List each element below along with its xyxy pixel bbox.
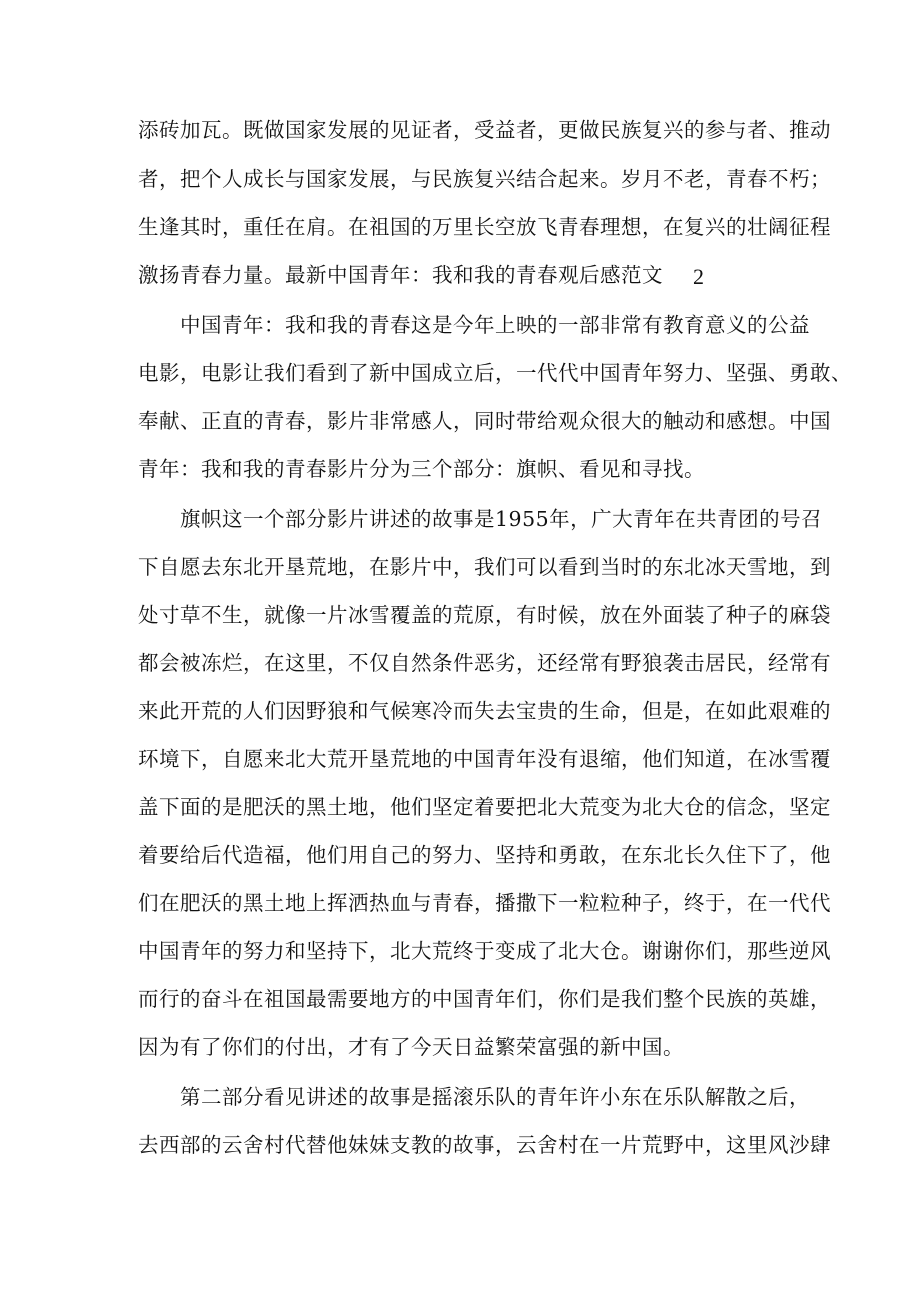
- text-line: 中国青年：我和我的青春这是今年上映的一部非常有教育意义的公益: [180, 313, 810, 337]
- text-line: 环境下，自愿来北大荒开垦荒地的中国青年没有退缩，他们知道，在冰雪覆: [138, 747, 831, 771]
- text-line: 者，把个人成长与国家发展，与民族复兴结合起来。岁月不老，青春不朽；: [138, 167, 831, 191]
- text-line: 盖下面的是肥沃的黑土地，他们坚定着要把北大荒变为北大仓的信念，坚定: [138, 795, 831, 819]
- text-line: 电影，电影让我们看到了新中国成立后，一代代中国青年努力、坚强、勇敢、: [138, 361, 852, 385]
- text-line: 来此开荒的人们因野狼和气候寒冷而失去宝贵的生命，但是，在如此艰难的: [138, 699, 831, 723]
- text-line: 奉献、正直的青春，影片非常感人，同时带给观众很大的触动和感想。中国: [138, 409, 831, 433]
- text-line: 都会被冻烂，在这里，不仅自然条件恶劣，还经常有野狼袭击居民，经常有: [138, 651, 831, 675]
- text-line: 着要给后代造福，他们用自己的努力、坚持和勇敢，在东北长久住下了，他: [138, 843, 831, 867]
- text-line: 添砖加瓦。既做国家发展的见证者，受益者，更做民族复兴的参与者、推动: [138, 118, 831, 142]
- text-line: 青年：我和我的青春影片分为三个部分：旗帜、看见和寻找。: [138, 457, 705, 481]
- text-line: 生逢其时，重任在肩。在祖国的万里长空放飞青春理想，在复兴的壮阔征程: [138, 215, 831, 239]
- text-line: 去西部的云舍村代替他妹妹支教的故事，云舍村在一片荒野中，这里风沙肆: [138, 1133, 831, 1157]
- text-line: 第二部分看见讲述的故事是摇滚乐队的青年许小东在乐队解散之后，: [180, 1085, 810, 1109]
- text-line: 们在肥沃的黑土地上挥洒热血与青春，播撒下一粒粒种子，终于，在一代代: [138, 891, 831, 915]
- text-line: 中国青年的努力和坚持下，北大荒终于变成了北大仓。谢谢你们，那些逆风: [138, 939, 831, 963]
- text-line: 因为有了你们的付出，才有了今天日益繁荣富强的新中国。: [138, 1035, 684, 1059]
- text-line: 处寸草不生，就像一片冰雪覆盖的荒原，有时候，放在外面装了种子的麻袋: [138, 603, 831, 627]
- text-line: 旗帜这一个部分影片讲述的故事是1955年，广大青年在共青团的号召: [180, 507, 823, 531]
- text-line: 激扬青春力量。最新中国青年：我和我的青春观后感范文: [138, 263, 663, 287]
- text-line: 而行的奋斗在祖国最需要地方的中国青年们，你们是我们整个民族的英雄，: [138, 987, 831, 1011]
- page-number: 2: [693, 264, 704, 289]
- text-line: 下自愿去东北开垦荒地，在影片中，我们可以看到当时的东北冰天雪地，到: [138, 555, 831, 579]
